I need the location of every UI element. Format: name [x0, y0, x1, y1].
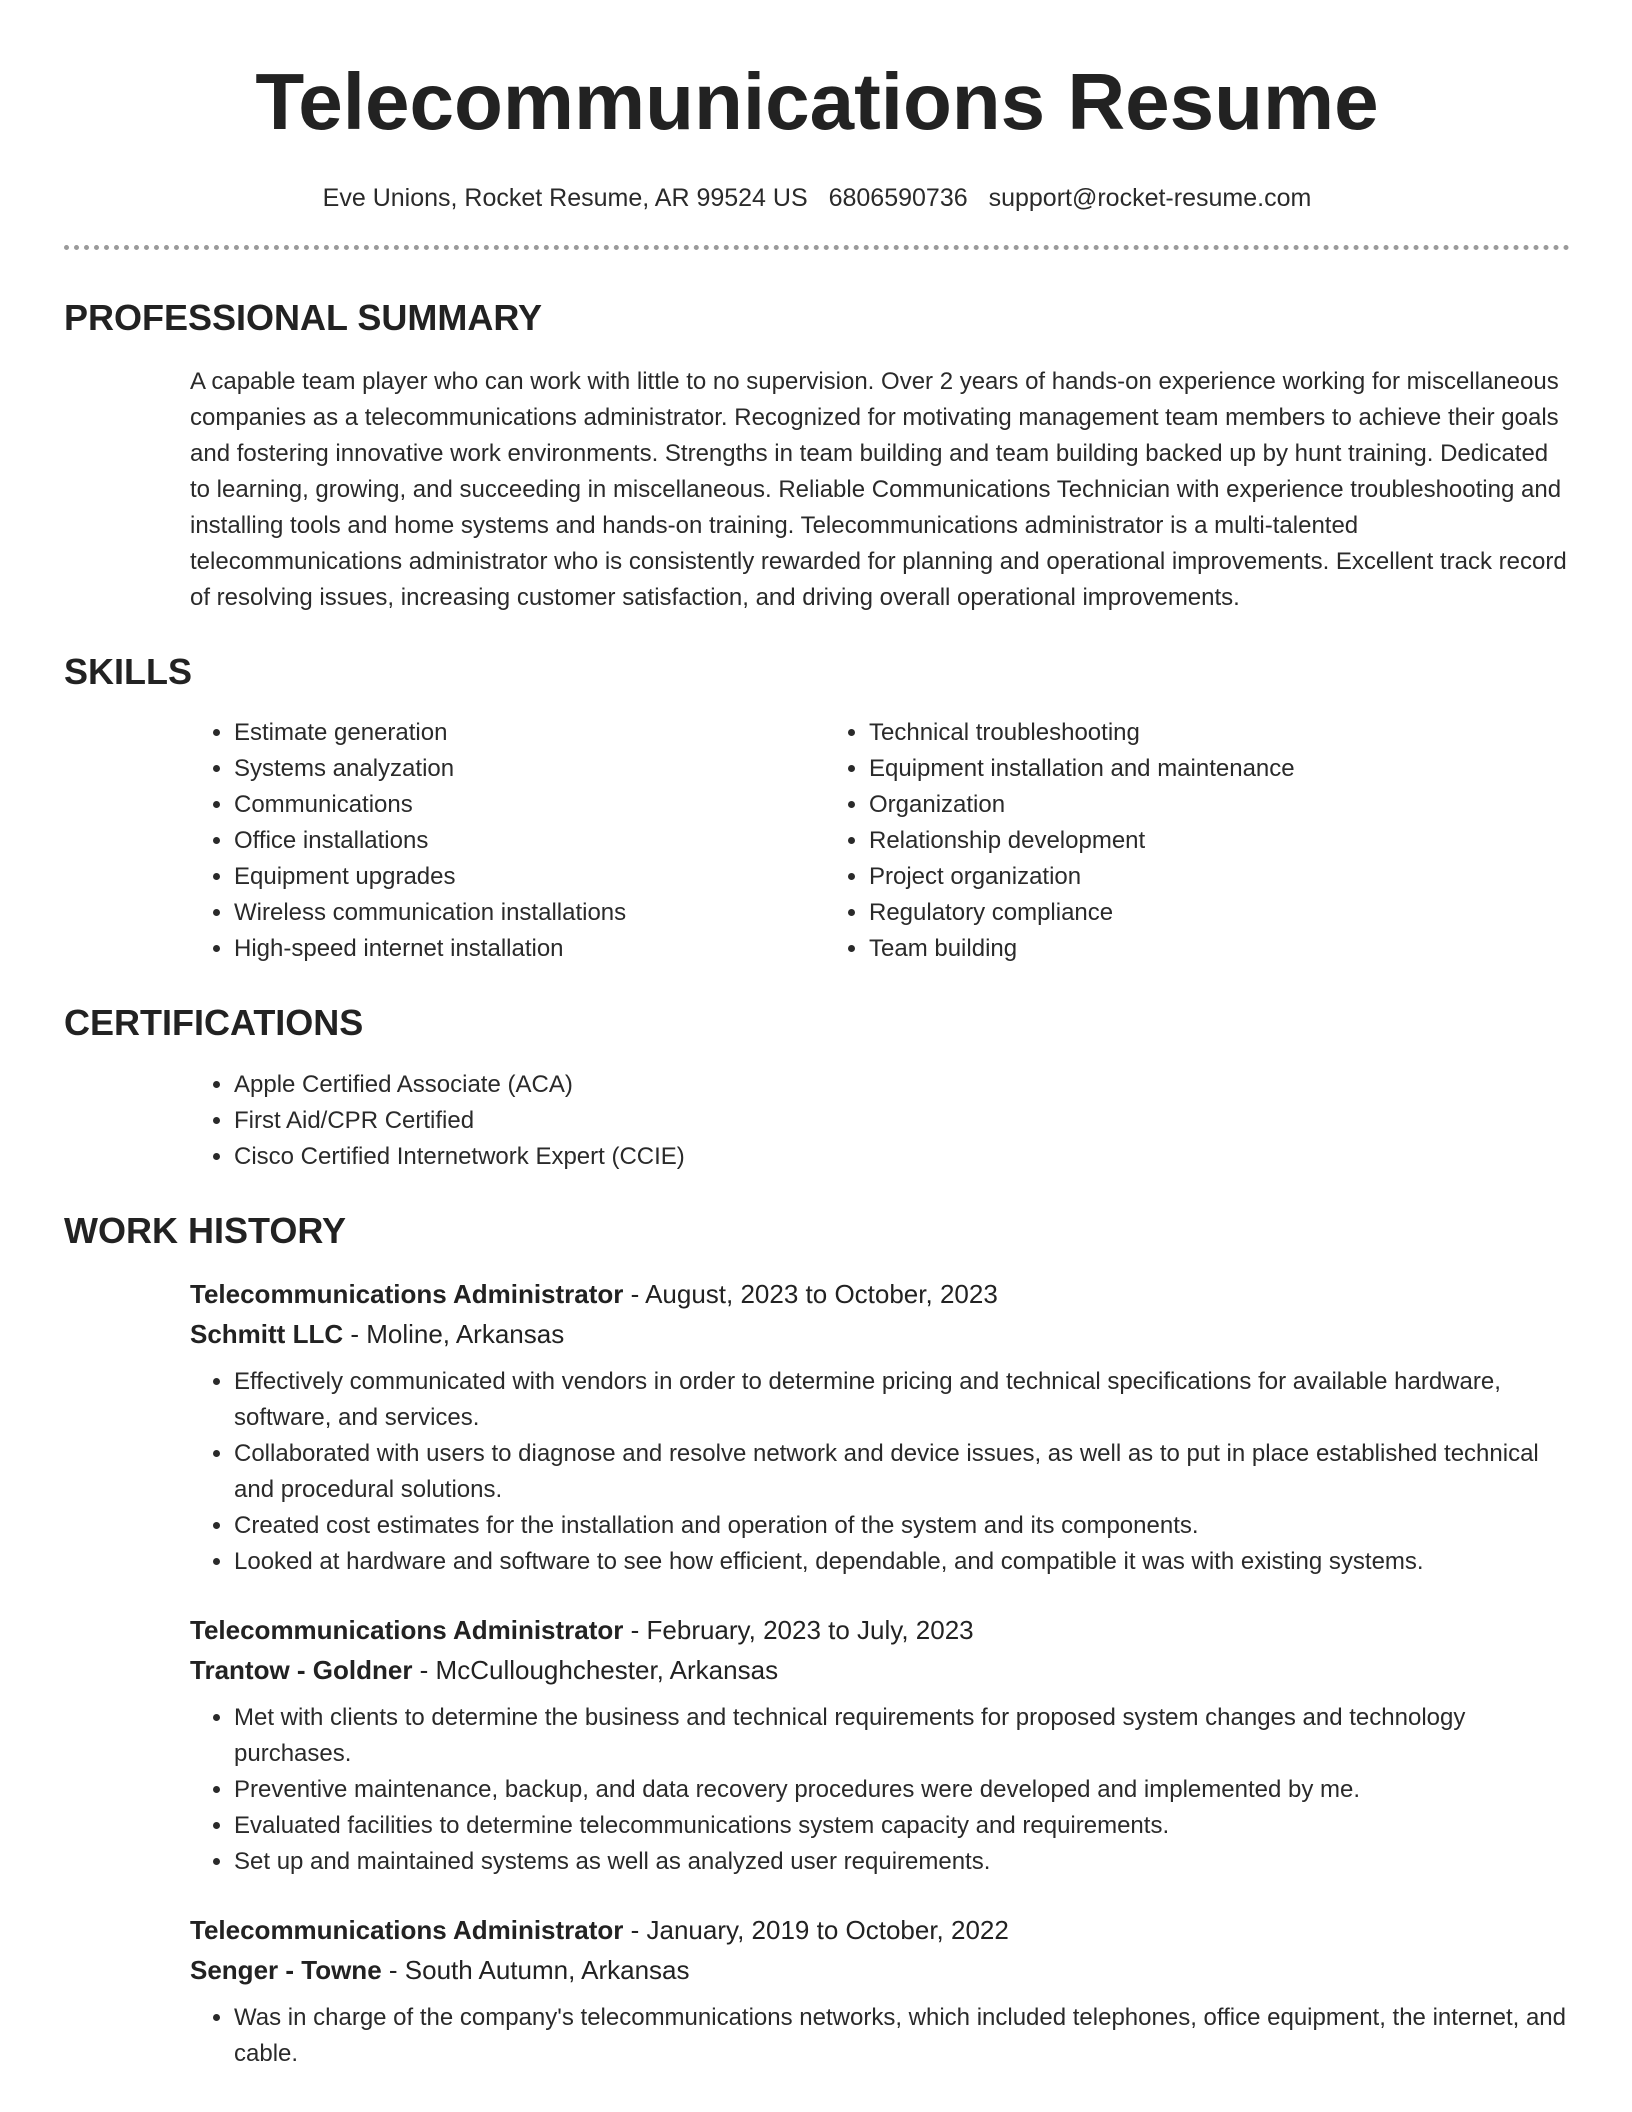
skill-item: • Equipment installation and maintenance — [869, 751, 1460, 787]
skill-item: • Office installations — [234, 823, 825, 859]
job-bullet: • Set up and maintained systems as well as analyzed user requirements. — [234, 1844, 1570, 1880]
resume-title: Telecommunications Resume — [255, 57, 1379, 146]
job-location: - South Autumn, Arkansas — [381, 1955, 690, 1986]
certifications-list — [190, 1067, 1570, 1175]
skill-item: • Regulatory compliance — [869, 895, 1460, 931]
certification-item: • Cisco Certified Internetwork Expert (CCIE) — [234, 1139, 1570, 1175]
skill-item: • Estimate generation — [234, 715, 825, 751]
job-title: Telecommunications Administrator — [190, 1615, 624, 1646]
job-bullets — [190, 2000, 1570, 2072]
skills-columns — [190, 715, 1570, 967]
certifications-heading: CERTIFICATIONS — [64, 1002, 364, 1044]
job-location: - McCulloughchester, Arkansas — [412, 1655, 779, 1686]
skill-item: • Systems analyzation — [234, 751, 825, 787]
job-bullet: • Collaborated with users to diagnose and resolve network and device issues, as well as to put in place established technical and procedural solutions. — [234, 1436, 1570, 1508]
job-dates: - August, 2023 to October, 2023 — [623, 1279, 998, 1310]
work-history-section — [64, 1211, 1570, 2073]
skills-section — [64, 652, 1570, 968]
job-entry — [190, 1274, 1570, 1580]
job-location: - Moline, Arkansas — [343, 1319, 565, 1350]
contact-email: support@rocket-resume.com — [988, 184, 1312, 212]
job-company: Senger - Towne — [190, 1955, 382, 1986]
skill-item: • Communications — [234, 787, 825, 823]
job-entry — [190, 1910, 1570, 2072]
job-dates: - January, 2019 to October, 2022 — [623, 1915, 1009, 1946]
header-divider — [64, 245, 1570, 250]
job-bullet: • Created cost estimates for the installation and operation of the system and its components. — [234, 1508, 1570, 1544]
contact-phone: 6806590736 — [828, 184, 968, 212]
skills-heading: SKILLS — [64, 650, 193, 692]
job-entry — [190, 1610, 1570, 1880]
job-bullet: • Was in charge of the company's telecommunications networks, which included telephones, office equipment, the internet, and cable. — [234, 2000, 1570, 2072]
skill-item: • Equipment upgrades — [234, 859, 825, 895]
skill-item: • Wireless communication installations — [234, 895, 825, 931]
job-company-line — [190, 1950, 1570, 1990]
job-bullets — [190, 1364, 1570, 1580]
job-title: Telecommunications Administrator — [190, 1279, 624, 1310]
skill-item: • Project organization — [869, 859, 1460, 895]
skill-item: • Organization — [869, 787, 1460, 823]
job-company-line — [190, 1650, 1570, 1690]
job-bullets — [190, 1700, 1570, 1880]
job-bullet: • Effectively communicated with vendors in order to determine pricing and technical specifications for available hardware, software, and services. — [234, 1364, 1570, 1436]
job-company: Schmitt LLC — [190, 1319, 344, 1350]
summary-section — [64, 298, 1570, 616]
job-bullet: • Evaluated facilities to determine telecommunications system capacity and requirements. — [234, 1808, 1570, 1844]
skill-item: • Technical troubleshooting — [869, 715, 1460, 751]
certifications-section — [64, 1003, 1570, 1175]
contact-line — [64, 184, 1570, 213]
job-bullet: • Looked at hardware and software to see how efficient, dependable, and compatible it was with existing systems. — [234, 1544, 1570, 1580]
skills-left-list — [190, 715, 825, 967]
certification-item: • First Aid/CPR Certified — [234, 1103, 1570, 1139]
job-company-line — [190, 1314, 1570, 1354]
skill-item: • Team building — [869, 931, 1460, 967]
skill-item: • High-speed internet installation — [234, 931, 825, 967]
job-company: Trantow - Goldner — [190, 1655, 413, 1686]
certification-item: • Apple Certified Associate (ACA) — [234, 1067, 1570, 1103]
job-title-line — [190, 1910, 1570, 1950]
job-dates: - February, 2023 to July, 2023 — [623, 1615, 974, 1646]
job-bullet: • Preventive maintenance, backup, and data recovery procedures were developed and implemented by me. — [234, 1772, 1570, 1808]
skill-item: • Relationship development — [869, 823, 1460, 859]
job-title-line — [190, 1274, 1570, 1314]
job-title: Telecommunications Administrator — [190, 1915, 624, 1946]
contact-address: Eve Unions, Rocket Resume, AR 99524 US — [322, 184, 808, 212]
summary-text: A capable team player who can work with little to no supervision. Over 2 years of hands-on experience working for miscellaneous companies as a telecommunications administrator. Recognized for motivating management team members to achieve their goals and fostering innovative work environments. Strengths in team building and team building backed up by hunt training. Dedicated to learning, growing, and succeeding in miscellaneous. Reliable Communications Technician with experience troubleshooting and installing tools and home systems and hands-on training. Telecommunications administrator is a multi-talented telecommunications administrator who is consistently rewarded for planning and operational improvements. Excellent track record of resolving issues, increasing customer satisfaction, and driving overall operational improvements. — [190, 367, 1567, 611]
job-bullet: • Met with clients to determine the business and technical requirements for proposed system changes and technology purchases. — [234, 1700, 1570, 1772]
skills-right-list — [825, 715, 1460, 967]
job-title-line — [190, 1610, 1570, 1650]
work-history-heading: WORK HISTORY — [64, 1209, 347, 1251]
summary-heading: PROFESSIONAL SUMMARY — [64, 297, 543, 338]
